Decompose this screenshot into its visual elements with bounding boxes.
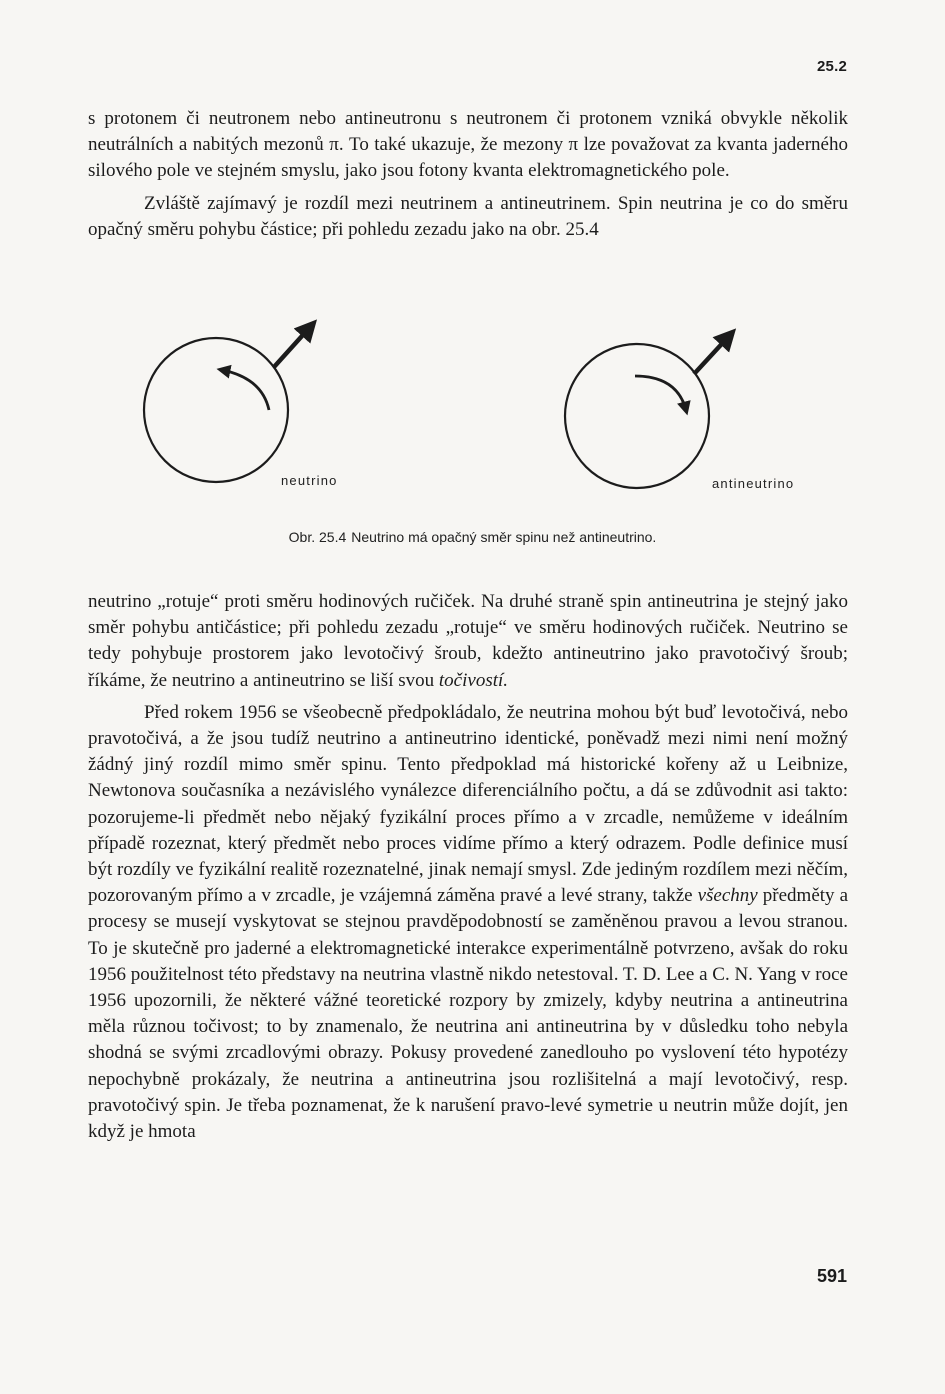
label-antineutrino: antineutrino xyxy=(712,476,795,491)
text-block-bottom xyxy=(88,589,848,1151)
paragraph-text: předměty a procesy se musejí vyskytovat se stejnou pravděpodobností se zaměněnou pravou a levou stranou. To je skutečně pro jaderné a elektromagnetické interakce experimentálně potvrzeno, avšak do roku 1956 použitelnost této představy na neutrina vlastně nikdo netestoval. T. D. Lee a C. N. Yang v roce 1956 upozornili, že některé vážné teoretické rozpory by zmizely, kdyby neutrina a antineutrina měla různou točivost; to by znamenalo, že neutrina ani antineutrina by v důsledku toho nebyla shodná se svými zrcadlovými obrazy. Pokusy provedené zanedlouho po vyslovení této hypotézy nepochybně prokázaly, že neutrina a antineutrina jsou rozlišitelná a mají levotočivý, resp. pravotočivý spin. Je třeba poznamenat, že k narušení pravo-levé symetrie u neutrin může dojít, jen když je hmota xyxy=(88,885,848,1143)
emphasis-tocivosti: točivostí. xyxy=(438,669,509,691)
section-number: 25.2 xyxy=(817,58,847,75)
caption-text: Neutrino má opačný směr spinu než antineutrino. xyxy=(351,529,657,545)
antineutrino-direction-arrow xyxy=(694,335,730,374)
caption-prefix: Obr. 25.4 xyxy=(288,529,347,545)
paragraph-text: neutrino „rotuje“ proti směru hodinových ručiček. Na druhé straně spin antineutrina je stejný jako směr pohybu antičástice; při pohledu zezadu „rotuje“ ve směru hodinových ručiček. Neutrino se tedy pohybuje prostorem jako levotočivý šroub, kdežto antineutrino jako pravotočivý šroub; říkáme, že neutrino a antineutrino se liší svou xyxy=(88,591,848,691)
paragraph: s protonem či neutronem nebo antineutronu s neutronem či protonem vzniká obvykle několik neutrálních a nabitých mezonů π. To také ukazuje, že mezony π lze považovat za kvanta jaderného silového pole ve stejném smyslu, jako jsou fotony kvanta elektromagnetického pole. xyxy=(88,108,848,182)
page-number: 591 xyxy=(816,1266,847,1286)
emphasis-vsechny: všechny xyxy=(697,885,758,907)
neutrino-direction-arrow xyxy=(274,326,311,367)
neutrino-diagram xyxy=(144,326,311,482)
neutrino-sphere xyxy=(144,338,288,482)
antineutrino-sphere xyxy=(565,344,709,488)
paragraph: Zvláště zajímavý je rozdíl mezi neutrinem a antineutrinem. Spin neutrina je co do směru opačný směru pohybu částice; při pohledu zezadu jako na obr. 25.4 xyxy=(88,192,848,240)
paragraph xyxy=(88,700,848,1145)
neutrino-spin-arrow xyxy=(222,370,269,410)
antineutrino-spin-arrow xyxy=(635,376,686,410)
paragraph xyxy=(88,589,848,694)
text-block-top xyxy=(88,106,848,249)
antineutrino-diagram xyxy=(565,335,730,488)
paragraph-text: Před rokem 1956 se všeobecně předpokládalo, že neutrina mohou být buď levotočivá, nebo pravotočivá, a že jsou tudíž neutrino a antineutrino identické, poněvadž mezi nimi není možný žádný jiný rozdíl mimo směr spinu. Tento předpoklad má historické kořeny až u Leibnize, Newtonova současníka a nezávislého vynálezce diferenciálního počtu, a dá se zdůvodnit asi takto: pozorujeme-li předmět nebo nějaký fyzikální proces přímo a v zrcadle, nemůžeme v ideálním případě rozeznat, který předmět nebo proces vidíme přímo a který odrazem. Podle definice musí být rozdíly ve fyzikální realitě rozeznatelné, jinak nemají smysl. Zde jediným rozdílem mezi něčím, pozorovaným přímo a v zrcadle, je vzájemná záměna pravé a levé strany, takže xyxy=(88,701,848,907)
figure-caption xyxy=(0,529,945,545)
label-neutrino: neutrino xyxy=(281,473,338,488)
figure-25-4 xyxy=(130,308,830,508)
